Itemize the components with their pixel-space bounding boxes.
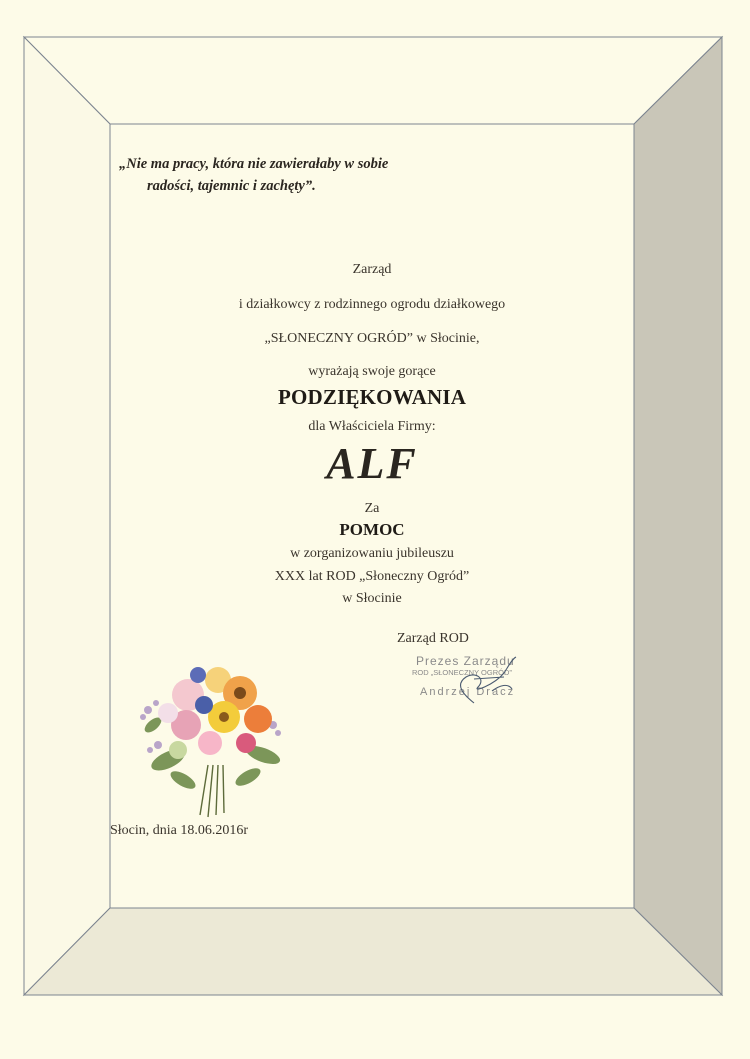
help-heading: POMOC xyxy=(339,520,405,539)
stamp-title: Prezes Zarządu xyxy=(416,654,515,668)
quote-line-2: radości, tajemnic i zachęty”. xyxy=(147,178,316,194)
garden-line: „SŁONECZNY OGRÓD” w Słocinie, xyxy=(264,331,480,346)
quote-line-1: „Nie ma pracy, która nie zawierałaby w sobie xyxy=(119,156,389,172)
company-name: ALF xyxy=(326,439,418,488)
za-line: Za xyxy=(364,501,380,516)
thanks-heading: PODZIĘKOWANIA xyxy=(277,385,467,409)
stamp-org: ROD „SŁONECZNY OGRÓD” xyxy=(412,668,512,677)
express-line: wyrażają swoje gorące xyxy=(308,364,436,379)
place-line: w Słocinie xyxy=(342,591,402,606)
place-date: Słocin, dnia 18.06.2016r xyxy=(110,823,249,838)
for-owner-line: dla Właściciela Firmy: xyxy=(308,419,436,434)
flower-bouquet-image xyxy=(128,655,298,820)
board-signature-label: Zarząd ROD xyxy=(397,631,469,646)
members-line: i działkowcy z rodzinnego ogrodu działkowego xyxy=(238,297,506,312)
frame-right-bevel xyxy=(634,37,722,995)
frame-bottom-bevel xyxy=(24,908,722,995)
frame-left-bevel xyxy=(24,37,110,995)
stamp-name: Andrzej Dracz xyxy=(420,686,516,698)
handwritten-signature xyxy=(404,655,534,705)
board-label: Zarząd xyxy=(352,262,392,277)
organizing-line: w zorganizowaniu jubileuszu xyxy=(290,546,454,561)
frame-top-bevel xyxy=(24,37,722,124)
jubilee-line: XXX lat ROD „Słoneczny Ogród” xyxy=(274,569,470,584)
